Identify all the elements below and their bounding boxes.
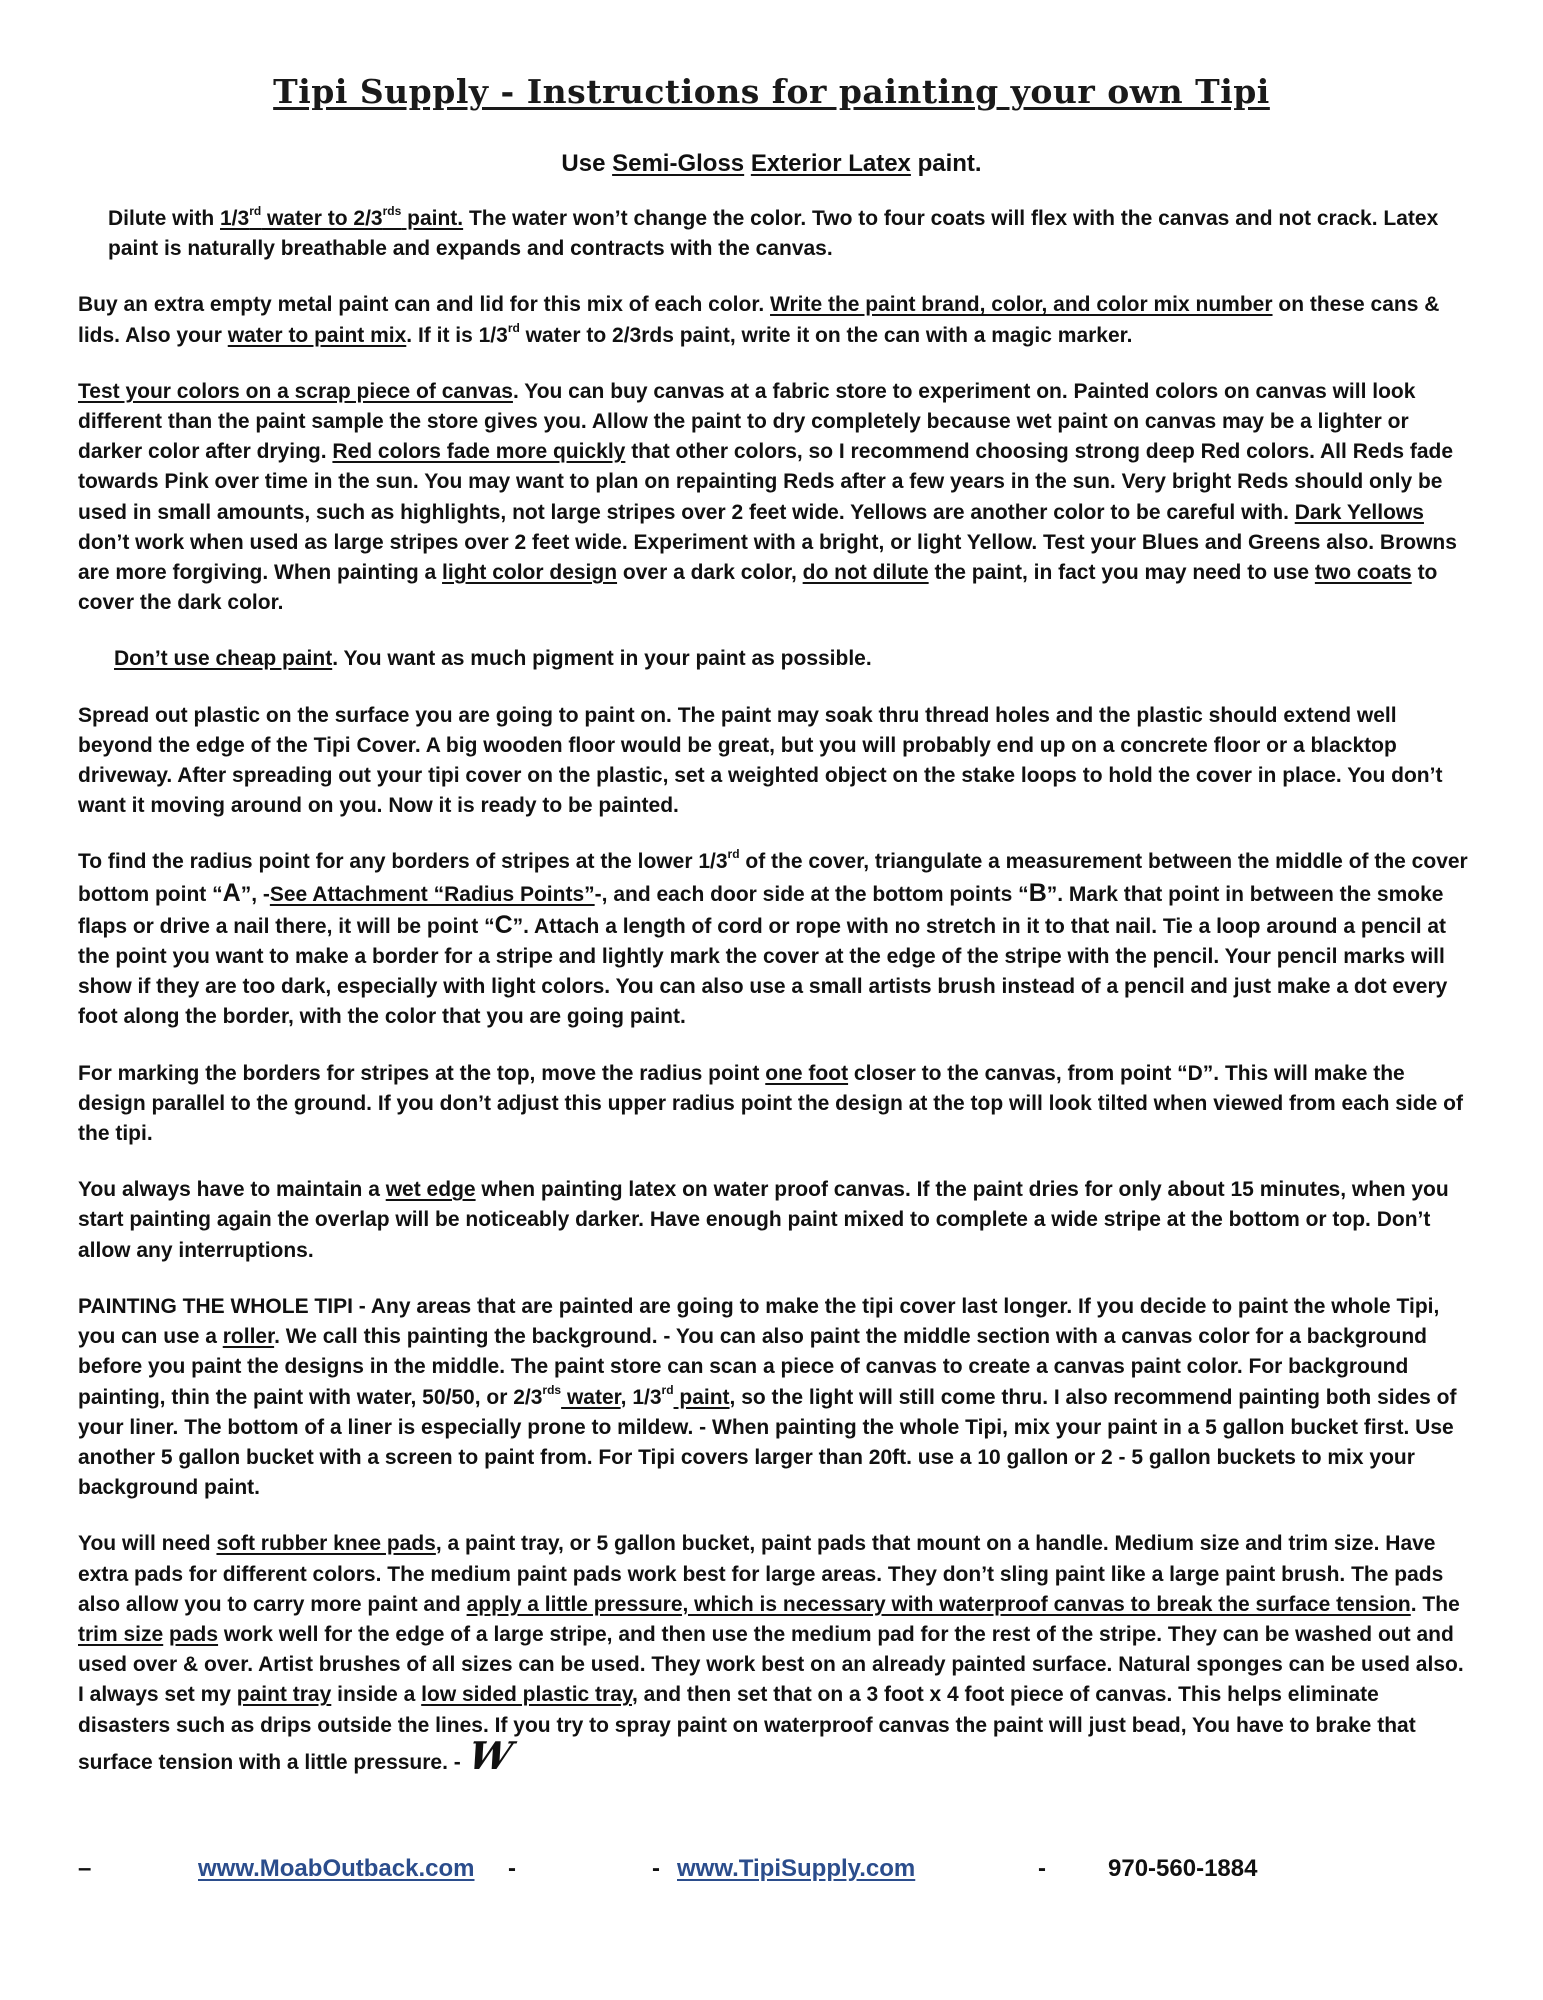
paragraph-whole-tipi: PAINTING THE WHOLE TIPI - Any areas that are painted are going to make the tipi cover last longer. If you decide to paint the whole Tipi, you can use a roller. We call this painting the background. - You can also paint the middle section with a canvas color for a background before you paint the designs in the middle. The paint store can scan a piece of canvas to create a canvas paint color. For background painting, thin the paint with water, 50/50, or $2/3^{rds}$ water, 1/3rd paint, so the light will still come thru. I also recommend painting both sides of your liner. The bottom of a liner is especially prone to mildew. - When painting the whole Tipi, mix your paint in a 5 gallon bucket first. Use another 5 gallon bucket with a screen to paint from. For Tipi covers larger than 20ft. use a 10 gallon or 2 - 5 gallon buckets to mix your background paint. — [78, 1294, 1457, 1500]
paragraph-extra-can: Buy an extra empty metal paint can and lid for this mix of each color. Write the paint brand, color, and color mix number on these cans & lids. Also your water to paint mix. If it is 1/3rd water to 2/3rds paint, write it on the can with a magic marker. — [78, 293, 1440, 347]
paragraph-dilute: Dilute with 1/3rd water to $2/3^{rds}$ paint. The water won’t change the color. Two to four coats will flex with the canvas and not crack. Latex paint is naturally breathable and expands and contracts with the canvas. — [108, 204, 1439, 261]
footer-dash: - — [652, 1855, 660, 1882]
paragraph-supplies: You will need soft rubber knee pads, a paint tray, or 5 gallon bucket, paint pads that mount on a handle. Medium size and trim size. Have extra pads for different colors. The medium paint pads work best for large areas. They don’t sling paint like a large paint brush. The pads also allow you to carry more paint and apply a little pressure, which is necessary with waterproof canvas to break the surface tension. The trim size pads work well for the edge of a large stripe, and then use the medium pad for the rest of the stripe. They can be washed out and used over & over. Artist brushes of all sizes can be used. They work best on an already painted surface. Natural sponges can be used also. I always set my paint tray inside a low sided plastic tray, and then set that on a 3 foot x 4 foot piece of canvas. This helps eliminate disasters such as drips outside the lines. If you try to spray paint on waterproof canvas the paint will just bead, You have to brake that surface tension with a little pressure. - W — [78, 1532, 1464, 1778]
footer — [0, 1855, 1543, 1895]
instructions-body — [78, 204, 1470, 1804]
signature-initial: W — [464, 1732, 516, 1778]
paragraph-top-stripes: For marking the borders for stripes at the top, move the radius point one foot closer to the canvas, from point “D”. This will make the design parallel to the ground. If you don’t adjust this upper radius point the design at the top will look tilted when viewed from each side of the tipi. — [78, 1061, 1463, 1146]
subtitle: Use Semi-Gloss Exterior Latex paint. — [561, 150, 982, 177]
page-title: Tipi Supply - Instructions for painting your own Tipi — [273, 72, 1270, 111]
paragraph-test-colors: Test your colors on a scrap piece of canvas. You can buy canvas at a fabric store to experiment on. Painted colors on canvas will look different than the paint sample the store gives you. Allow the paint to dry completely because wet paint on canvas may be a lighter or darker color after drying. Red colors fade more quickly that other colors, so I recommend choosing strong deep Red colors. All Reds fade towards Pink over time in the sun. You may want to plan on repainting Reds after a few years in the sun. Very bright Reds should only be used in small amounts, such as highlights, not large stripes over 2 feet wide. Yellows are another color to be careful with. Dark Yellows don’t work when used as large stripes over 2 feet wide. Experiment with a bright, or light Yellow. Test your Blues and Greens also. Browns are more forgiving. When painting a light color design over a dark color, do not dilute the paint, in fact you may need to use two coats to cover the dark color. — [78, 379, 1457, 615]
footer-dash: - — [508, 1855, 516, 1882]
paragraph-plastic: Spread out plastic on the surface you are going to paint on. The paint may soak thru thread holes and the plastic should extend well beyond the edge of the Tipi Cover. A big wooden floor would be great, but you will probably end up on a concrete floor or a blacktop driveway. After spreading out your tipi cover on the plastic, set a weighted object on the stake loops to hold the cover in place. You don’t want it moving around on you. Now it is ready to be painted. — [78, 703, 1443, 818]
phone-number: 970-560-1884 — [1108, 1855, 1258, 1882]
moaboutback-link[interactable]: www.MoabOutback.com — [198, 1855, 475, 1882]
paragraph-cheap-paint: Don’t use cheap paint. You want as much pigment in your paint as possible. — [114, 647, 872, 671]
paragraph-wet-edge: You always have to maintain a wet edge when painting latex on water proof canvas. If the paint dries for only about 15 minutes, when you start painting again the overlap will be noticeably darker. Have enough paint mixed to complete a wide stripe at the bottom or top. Don’t allow any interruptions. — [78, 1178, 1449, 1262]
paragraph-radius-point: To find the radius point for any borders of stripes at the lower 1/3rd of the cover, triangulate a measurement between the middle of the cover bottom point “A”, -See Attachment “Radius Points”-, and each door side at the bottom points “B”. Mark that point in between the smoke flaps or drive a nail there, it will be point “C”. Attach a length of cord or rope with no stretch in it to that nail. Tie a loop around a pencil at the point you want to make a border for a stripe and lightly mark the cover at the edge of the stripe with the pencil. Your pencil marks will show if they are too dark, especially with light colors. You can also use a small artists brush instead of a pencil and just make a dot every foot along the border, with the color that you are going paint. — [78, 847, 1468, 1029]
tipisupply-link[interactable]: www.TipiSupply.com — [677, 1855, 916, 1882]
footer-dash: – — [78, 1855, 92, 1882]
footer-dash: - — [1038, 1855, 1046, 1882]
